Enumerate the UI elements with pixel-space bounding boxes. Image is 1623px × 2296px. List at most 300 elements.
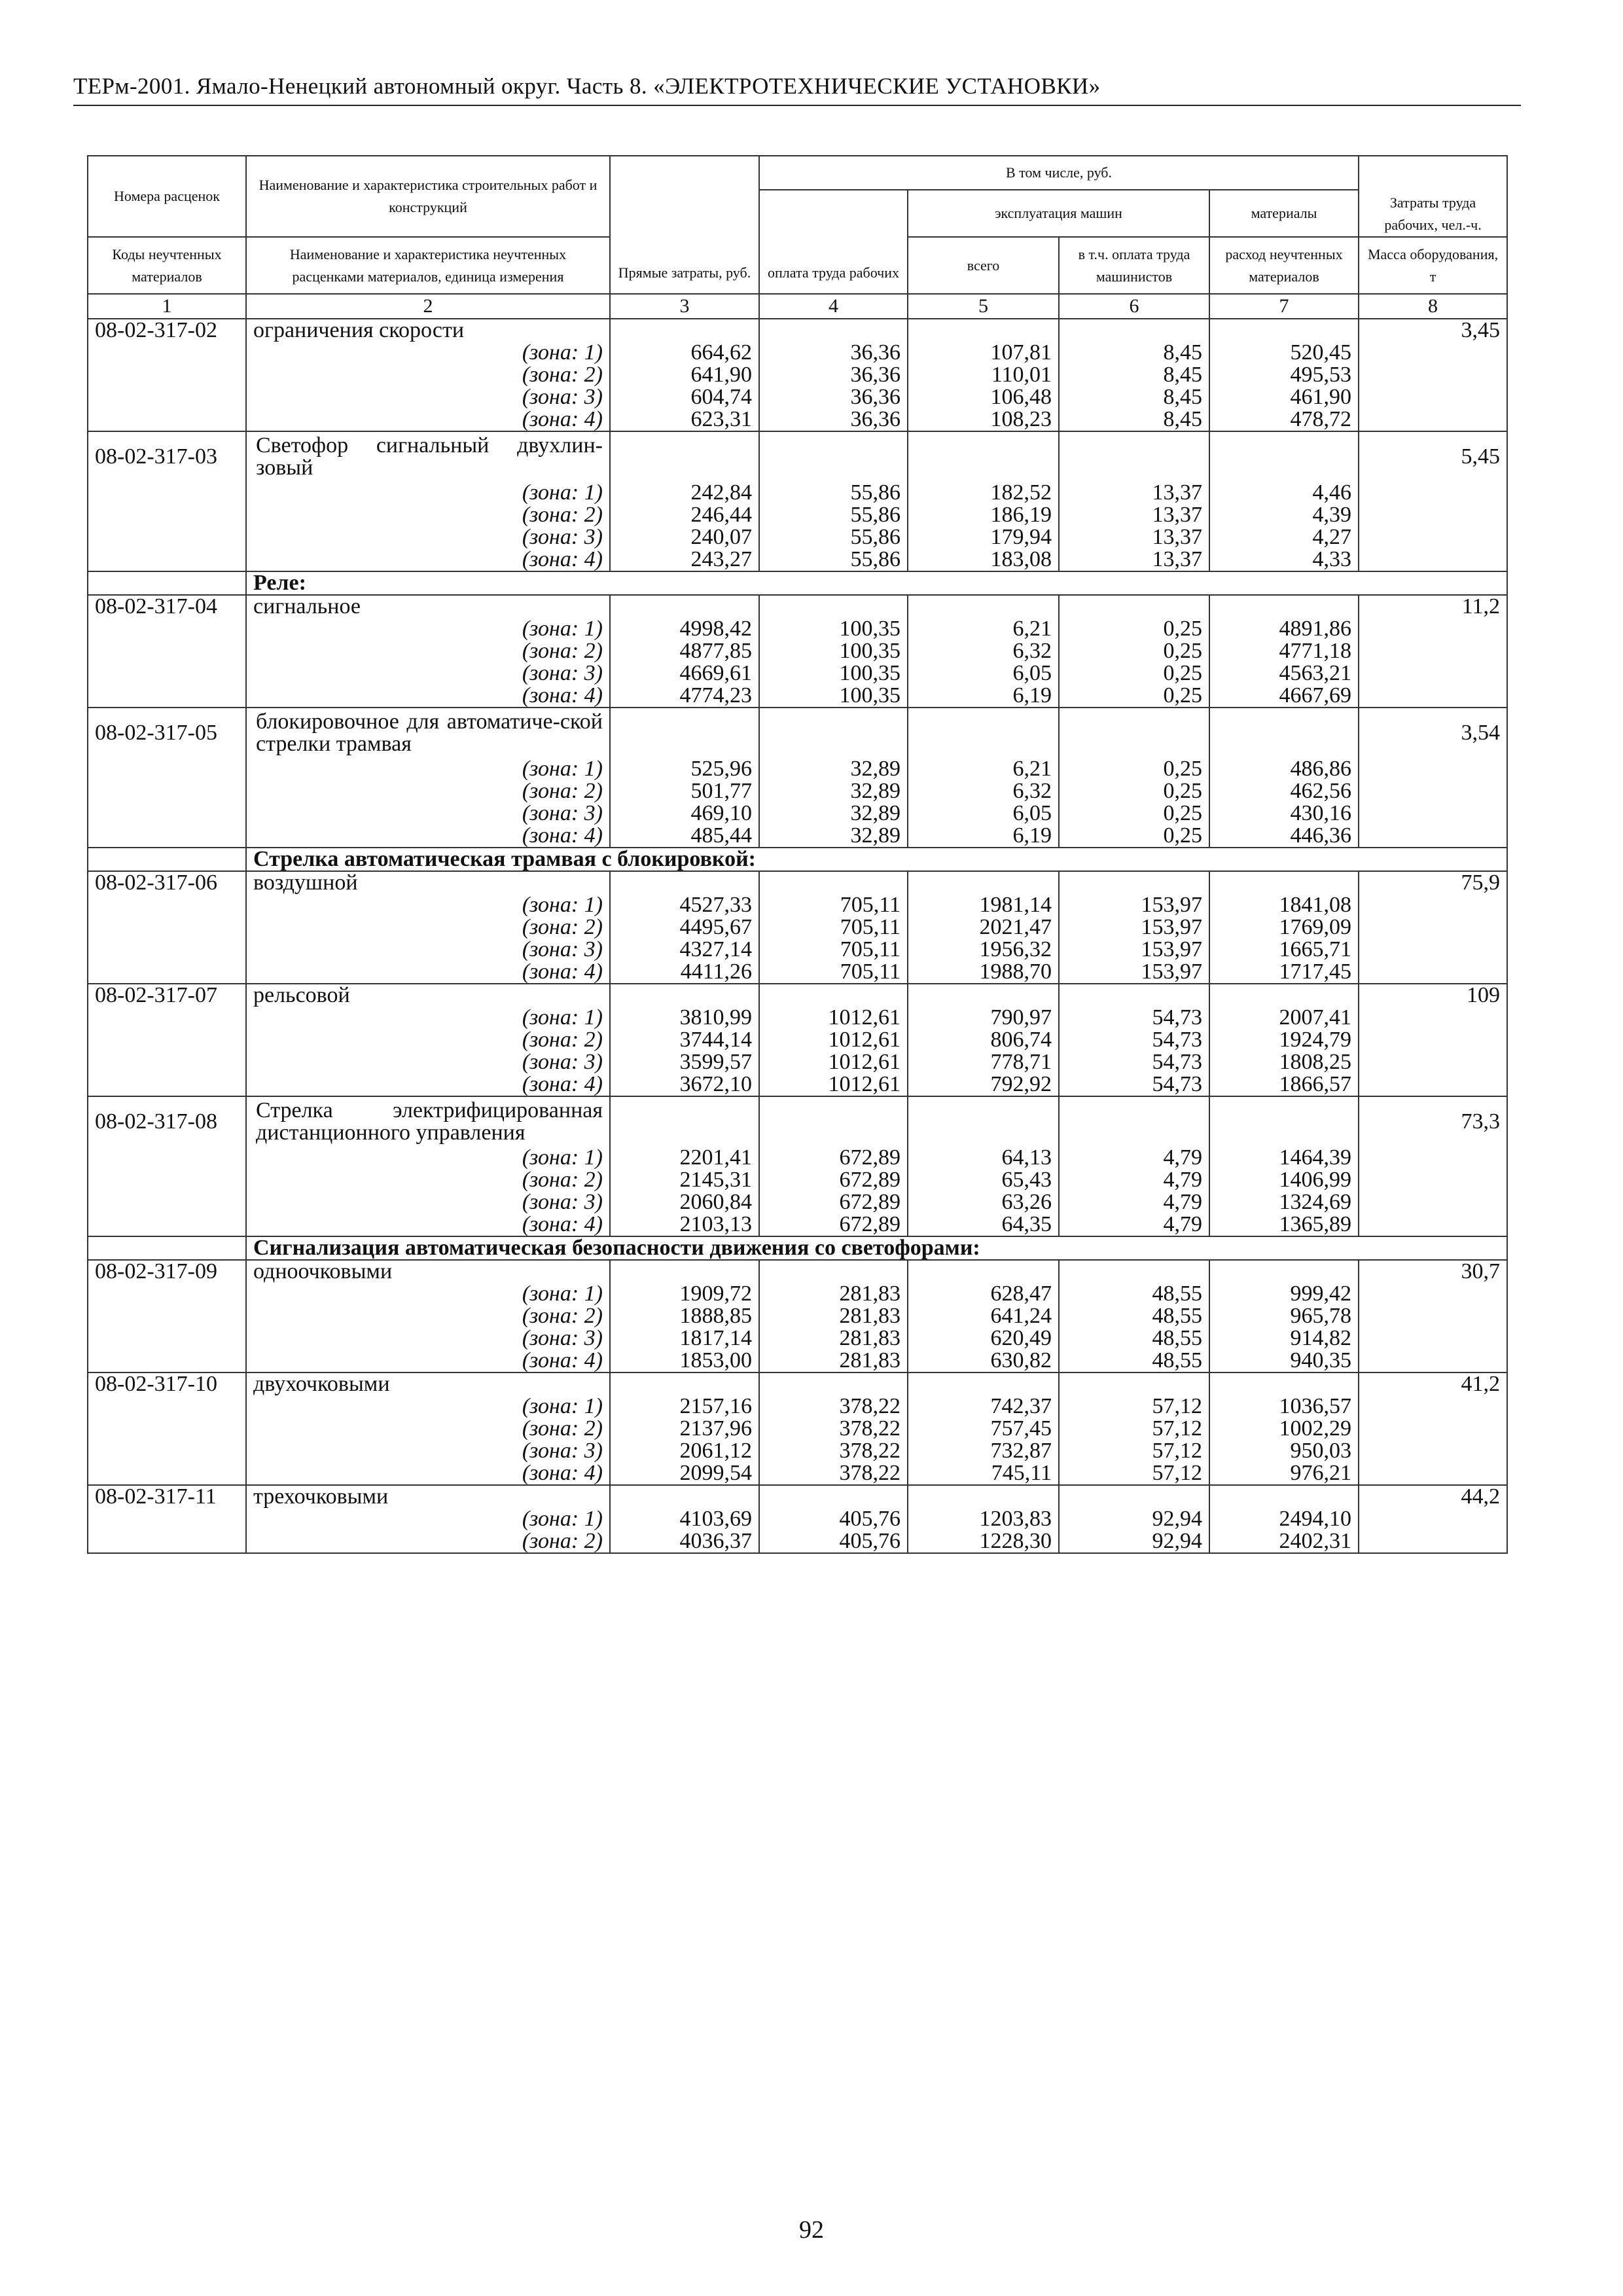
empty-cell xyxy=(88,939,246,961)
zone-row xyxy=(88,386,1507,408)
direct-costs-value: 2157,16 xyxy=(610,1395,759,1418)
labor-pay-value: 378,22 xyxy=(759,1440,908,1462)
empty-cell xyxy=(759,595,908,618)
empty-cell xyxy=(88,504,246,526)
labor-pay-value: 1012,61 xyxy=(759,1051,908,1073)
zone-row xyxy=(88,1530,1507,1553)
empty-cell xyxy=(908,1260,1059,1283)
work-name: Стрелка электрифицированная дистанционного управления xyxy=(246,1096,610,1147)
empty-cell xyxy=(1359,386,1507,408)
direct-costs-value: 485,44 xyxy=(610,825,759,848)
machines-total-value: 1956,32 xyxy=(908,939,1059,961)
empty-cell xyxy=(88,1327,246,1350)
direct-costs-value: 4998,42 xyxy=(610,618,759,640)
machinist-pay-value: 4,79 xyxy=(1059,1147,1209,1169)
empty-cell xyxy=(908,319,1059,342)
rate-code: 08-02-317-02 xyxy=(88,319,246,342)
empty-cell xyxy=(1359,408,1507,431)
empty-cell xyxy=(1359,802,1507,825)
machinist-pay-value: 153,97 xyxy=(1059,894,1209,916)
direct-costs-value: 4774,23 xyxy=(610,685,759,708)
machines-total-value: 65,43 xyxy=(908,1169,1059,1191)
direct-costs-value: 1888,85 xyxy=(610,1305,759,1327)
materials-value: 965,78 xyxy=(1209,1305,1359,1327)
direct-costs-value: 525,96 xyxy=(610,758,759,780)
machinist-pay-value: 13,37 xyxy=(1059,482,1209,504)
empty-cell xyxy=(610,1096,759,1147)
labor-pay-value: 281,83 xyxy=(759,1327,908,1350)
zone-row xyxy=(88,961,1507,984)
direct-costs-value: 604,74 xyxy=(610,386,759,408)
materials-value: 4563,21 xyxy=(1209,662,1359,685)
zone-label: (зона: 1) xyxy=(246,618,610,640)
machinist-pay-value: 8,45 xyxy=(1059,342,1209,364)
labor-pay-value: 281,83 xyxy=(759,1283,908,1305)
machinist-pay-value: 92,94 xyxy=(1059,1508,1209,1530)
labor-pay-value: 36,36 xyxy=(759,408,908,431)
empty-cell xyxy=(759,1260,908,1283)
empty-cell xyxy=(908,595,1059,618)
machines-total-value: 1988,70 xyxy=(908,961,1059,984)
direct-costs-value: 2061,12 xyxy=(610,1440,759,1462)
direct-costs-value: 2201,41 xyxy=(610,1147,759,1169)
col-number: 6 xyxy=(1059,294,1209,319)
labor-pay-value: 705,11 xyxy=(759,939,908,961)
section-row xyxy=(88,1236,1507,1260)
zone-label: (зона: 3) xyxy=(246,1440,610,1462)
machinist-pay-value: 48,55 xyxy=(1059,1327,1209,1350)
labor-pay-value: 32,89 xyxy=(759,825,908,848)
materials-value: 1365,89 xyxy=(1209,1213,1359,1236)
direct-costs-value: 243,27 xyxy=(610,548,759,571)
labor-pay-value: 378,22 xyxy=(759,1462,908,1485)
direct-costs-value: 1853,00 xyxy=(610,1350,759,1372)
zone-label: (зона: 2) xyxy=(246,1305,610,1327)
materials-value: 2007,41 xyxy=(1209,1007,1359,1029)
empty-cell xyxy=(1209,595,1359,618)
empty-cell xyxy=(1209,319,1359,342)
materials-value: 1665,71 xyxy=(1209,939,1359,961)
machines-total-value: 6,19 xyxy=(908,825,1059,848)
empty-cell xyxy=(1209,431,1359,482)
col-number: 7 xyxy=(1209,294,1359,319)
labor-pay-value: 705,11 xyxy=(759,961,908,984)
empty-cell xyxy=(1059,595,1209,618)
materials-value: 976,21 xyxy=(1209,1462,1359,1485)
section-row xyxy=(88,571,1507,595)
empty-cell xyxy=(88,1305,246,1327)
rate-code: 08-02-317-10 xyxy=(88,1372,246,1395)
zone-label: (зона: 4) xyxy=(246,548,610,571)
materials-value: 4,27 xyxy=(1209,526,1359,548)
materials-value: 999,42 xyxy=(1209,1283,1359,1305)
empty-cell xyxy=(88,1395,246,1418)
col-number: 2 xyxy=(246,294,610,319)
labor-pay-value: 1012,61 xyxy=(759,1073,908,1096)
machines-total-value: 179,94 xyxy=(908,526,1059,548)
materials-value: 461,90 xyxy=(1209,386,1359,408)
machinist-pay-value: 0,25 xyxy=(1059,662,1209,685)
empty-cell xyxy=(759,1485,908,1508)
labor-pay-value: 281,83 xyxy=(759,1350,908,1372)
empty-cell xyxy=(1209,1372,1359,1395)
work-name: рельсовой xyxy=(246,984,610,1007)
empty-cell xyxy=(88,408,246,431)
zone-row xyxy=(88,1007,1507,1029)
machines-total-value: 641,24 xyxy=(908,1305,1059,1327)
empty-cell xyxy=(1359,662,1507,685)
labor-pay-value: 32,89 xyxy=(759,802,908,825)
work-name: двухочковыми xyxy=(246,1372,610,1395)
work-name: сигнальное xyxy=(246,595,610,618)
direct-costs-value: 1817,14 xyxy=(610,1327,759,1350)
empty-cell xyxy=(88,662,246,685)
empty-cell xyxy=(1359,1029,1507,1051)
zone-row xyxy=(88,1418,1507,1440)
work-name: блокировочное для автоматиче-ской стрелки трамвая xyxy=(246,708,610,758)
empty-cell xyxy=(1359,916,1507,939)
machinist-pay-value: 54,73 xyxy=(1059,1051,1209,1073)
materials-value: 950,03 xyxy=(1209,1440,1359,1462)
equipment-mass: 5,45 xyxy=(1359,431,1507,482)
zone-label: (зона: 1) xyxy=(246,894,610,916)
labor-pay-value: 378,22 xyxy=(759,1418,908,1440)
rate-code: 08-02-317-05 xyxy=(88,708,246,758)
empty-cell xyxy=(88,640,246,662)
zone-label: (зона: 3) xyxy=(246,1051,610,1073)
equipment-mass: 73,3 xyxy=(1359,1096,1507,1147)
col-number: 5 xyxy=(908,294,1059,319)
empty-cell xyxy=(1359,1462,1507,1485)
empty-cell xyxy=(610,984,759,1007)
col-number: 4 xyxy=(759,294,908,319)
machinist-pay-value: 48,55 xyxy=(1059,1305,1209,1327)
zone-row xyxy=(88,1051,1507,1073)
machinist-pay-value: 153,97 xyxy=(1059,939,1209,961)
empty-cell xyxy=(1359,342,1507,364)
machines-total-value: 110,01 xyxy=(908,364,1059,386)
col-machines: эксплуатация машин xyxy=(908,190,1209,237)
direct-costs-value: 4036,37 xyxy=(610,1530,759,1553)
table-row xyxy=(88,1485,1507,1508)
zone-label: (зона: 3) xyxy=(246,802,610,825)
empty-cell xyxy=(88,1191,246,1213)
empty-cell xyxy=(610,1372,759,1395)
machinist-pay-value: 0,25 xyxy=(1059,685,1209,708)
rate-code: 08-02-317-03 xyxy=(88,431,246,482)
zone-row xyxy=(88,916,1507,939)
zone-row xyxy=(88,618,1507,640)
zone-label: (зона: 1) xyxy=(246,758,610,780)
zone-row xyxy=(88,1440,1507,1462)
machinist-pay-value: 57,12 xyxy=(1059,1418,1209,1440)
empty-cell xyxy=(1359,1213,1507,1236)
materials-value: 520,45 xyxy=(1209,342,1359,364)
materials-value: 1808,25 xyxy=(1209,1051,1359,1073)
work-name: одноочковыми xyxy=(246,1260,610,1283)
direct-costs-value: 4411,26 xyxy=(610,961,759,984)
empty-cell xyxy=(88,1051,246,1073)
equipment-mass: 44,2 xyxy=(1359,1485,1507,1508)
empty-cell xyxy=(88,1530,246,1553)
zone-row xyxy=(88,548,1507,571)
zone-label: (зона: 3) xyxy=(246,1327,610,1350)
zone-label: (зона: 3) xyxy=(246,386,610,408)
empty-cell xyxy=(1209,1260,1359,1283)
section-spacer xyxy=(88,848,246,871)
materials-value: 486,86 xyxy=(1209,758,1359,780)
zone-row xyxy=(88,939,1507,961)
direct-costs-value: 2137,96 xyxy=(610,1418,759,1440)
equipment-mass: 30,7 xyxy=(1359,1260,1507,1283)
equipment-mass: 41,2 xyxy=(1359,1372,1507,1395)
section-spacer xyxy=(88,1236,246,1260)
table-row xyxy=(88,984,1507,1007)
direct-costs-value: 3599,57 xyxy=(610,1051,759,1073)
page-header-title: ТЕРм-2001. Ямало-Ненецкий автономный округ. Часть 8. «ЭЛЕКТРОТЕХНИЧЕСКИЕ УСТАНОВКИ» xyxy=(73,73,1101,99)
table-row xyxy=(88,431,1507,482)
labor-pay-value: 672,89 xyxy=(759,1213,908,1236)
table-row xyxy=(88,1372,1507,1395)
empty-cell xyxy=(759,871,908,894)
empty-cell xyxy=(88,1169,246,1191)
rate-code: 08-02-317-11 xyxy=(88,1485,246,1508)
machinist-pay-value: 13,37 xyxy=(1059,548,1209,571)
empty-cell xyxy=(610,595,759,618)
labor-pay-value: 378,22 xyxy=(759,1395,908,1418)
direct-costs-value: 4669,61 xyxy=(610,662,759,685)
zone-label: (зона: 2) xyxy=(246,1029,610,1051)
machinist-pay-value: 4,79 xyxy=(1059,1169,1209,1191)
empty-cell xyxy=(88,1283,246,1305)
materials-value: 1866,57 xyxy=(1209,1073,1359,1096)
empty-cell xyxy=(610,1260,759,1283)
zone-row xyxy=(88,1073,1507,1096)
empty-cell xyxy=(610,319,759,342)
empty-cell xyxy=(88,802,246,825)
machinist-pay-value: 4,79 xyxy=(1059,1191,1209,1213)
machinist-pay-value: 48,55 xyxy=(1059,1350,1209,1372)
machinist-pay-value: 8,45 xyxy=(1059,408,1209,431)
machines-total-value: 628,47 xyxy=(908,1283,1059,1305)
zone-row xyxy=(88,825,1507,848)
machines-total-value: 6,32 xyxy=(908,780,1059,802)
machines-total-value: 757,45 xyxy=(908,1418,1059,1440)
zone-label: (зона: 4) xyxy=(246,408,610,431)
direct-costs-value: 4327,14 xyxy=(610,939,759,961)
zone-row xyxy=(88,1029,1507,1051)
empty-cell xyxy=(1059,1096,1209,1147)
empty-cell xyxy=(1059,708,1209,758)
zone-label: (зона: 2) xyxy=(246,916,610,939)
empty-cell xyxy=(1359,1169,1507,1191)
zone-row xyxy=(88,1395,1507,1418)
empty-cell xyxy=(88,1147,246,1169)
materials-value: 4,33 xyxy=(1209,548,1359,571)
table-row xyxy=(88,319,1507,342)
zone-label: (зона: 1) xyxy=(246,342,610,364)
empty-cell xyxy=(88,1440,246,1462)
zone-label: (зона: 1) xyxy=(246,1283,610,1305)
machines-total-value: 790,97 xyxy=(908,1007,1059,1029)
empty-cell xyxy=(610,708,759,758)
direct-costs-value: 4495,67 xyxy=(610,916,759,939)
direct-costs-value: 246,44 xyxy=(610,504,759,526)
machinist-pay-value: 54,73 xyxy=(1059,1073,1209,1096)
zone-label: (зона: 4) xyxy=(246,1350,610,1372)
labor-pay-value: 55,86 xyxy=(759,504,908,526)
materials-value: 2402,31 xyxy=(1209,1530,1359,1553)
labor-pay-value: 405,76 xyxy=(759,1530,908,1553)
materials-value: 1036,57 xyxy=(1209,1395,1359,1418)
empty-cell xyxy=(1359,780,1507,802)
empty-cell xyxy=(1359,1327,1507,1350)
empty-cell xyxy=(88,526,246,548)
empty-cell xyxy=(1359,640,1507,662)
direct-costs-value: 2060,84 xyxy=(610,1191,759,1213)
labor-pay-value: 36,36 xyxy=(759,342,908,364)
zone-label: (зона: 1) xyxy=(246,482,610,504)
direct-costs-value: 3672,10 xyxy=(610,1073,759,1096)
machines-total-value: 806,74 xyxy=(908,1029,1059,1051)
work-name: ограничения скорости xyxy=(246,319,610,342)
direct-costs-value: 242,84 xyxy=(610,482,759,504)
zone-row xyxy=(88,1147,1507,1169)
materials-value: 940,35 xyxy=(1209,1350,1359,1372)
labor-pay-value: 36,36 xyxy=(759,364,908,386)
empty-cell xyxy=(1359,1191,1507,1213)
machines-total-value: 6,05 xyxy=(908,802,1059,825)
col-number: 3 xyxy=(610,294,759,319)
empty-cell xyxy=(88,825,246,848)
col-labor-pay: оплата труда рабочих xyxy=(759,190,908,294)
machines-total-value: 63,26 xyxy=(908,1191,1059,1213)
empty-cell xyxy=(908,708,1059,758)
empty-cell xyxy=(88,916,246,939)
empty-cell xyxy=(88,386,246,408)
machinist-pay-value: 54,73 xyxy=(1059,1029,1209,1051)
zone-row xyxy=(88,1327,1507,1350)
table-row xyxy=(88,595,1507,618)
zone-row xyxy=(88,640,1507,662)
materials-value: 430,16 xyxy=(1209,802,1359,825)
zone-row xyxy=(88,894,1507,916)
zone-row xyxy=(88,526,1507,548)
empty-cell xyxy=(88,1462,246,1485)
empty-cell xyxy=(1209,708,1359,758)
empty-cell xyxy=(610,871,759,894)
table-row xyxy=(88,708,1507,758)
zone-label: (зона: 1) xyxy=(246,1007,610,1029)
materials-value: 1717,45 xyxy=(1209,961,1359,984)
machines-total-value: 108,23 xyxy=(908,408,1059,431)
page-number: 92 xyxy=(799,2216,824,2244)
materials-value: 1841,08 xyxy=(1209,894,1359,916)
empty-cell xyxy=(908,431,1059,482)
zone-label: (зона: 3) xyxy=(246,526,610,548)
empty-cell xyxy=(1359,1051,1507,1073)
empty-cell xyxy=(1359,685,1507,708)
empty-cell xyxy=(610,431,759,482)
materials-value: 495,53 xyxy=(1209,364,1359,386)
labor-pay-value: 55,86 xyxy=(759,548,908,571)
empty-cell xyxy=(1209,1096,1359,1147)
labor-pay-value: 281,83 xyxy=(759,1305,908,1327)
empty-cell xyxy=(1359,1007,1507,1029)
table-body xyxy=(88,319,1507,1553)
empty-cell xyxy=(88,1007,246,1029)
empty-cell xyxy=(1059,984,1209,1007)
machinist-pay-value: 153,97 xyxy=(1059,916,1209,939)
zone-label: (зона: 1) xyxy=(246,1508,610,1530)
empty-cell xyxy=(1359,758,1507,780)
table-header xyxy=(88,156,1507,319)
direct-costs-value: 4103,69 xyxy=(610,1508,759,1530)
machinist-pay-value: 153,97 xyxy=(1059,961,1209,984)
empty-cell xyxy=(88,364,246,386)
machines-total-value: 630,82 xyxy=(908,1350,1059,1372)
machinist-pay-value: 13,37 xyxy=(1059,504,1209,526)
zone-label: (зона: 4) xyxy=(246,961,610,984)
section-spacer xyxy=(88,571,246,595)
direct-costs-value: 641,90 xyxy=(610,364,759,386)
materials-value: 4,39 xyxy=(1209,504,1359,526)
rate-code: 08-02-317-07 xyxy=(88,984,246,1007)
empty-cell xyxy=(759,1096,908,1147)
labor-pay-value: 36,36 xyxy=(759,386,908,408)
labor-pay-value: 32,89 xyxy=(759,780,908,802)
empty-cell xyxy=(88,758,246,780)
machines-total-value: 620,49 xyxy=(908,1327,1059,1350)
empty-cell xyxy=(908,1485,1059,1508)
empty-cell xyxy=(1359,894,1507,916)
labor-pay-value: 672,89 xyxy=(759,1169,908,1191)
machinist-pay-value: 92,94 xyxy=(1059,1530,1209,1553)
rate-code: 08-02-317-08 xyxy=(88,1096,246,1147)
zone-row xyxy=(88,1462,1507,1485)
empty-cell xyxy=(759,319,908,342)
direct-costs-value: 501,77 xyxy=(610,780,759,802)
empty-cell xyxy=(1359,1283,1507,1305)
direct-costs-value: 623,31 xyxy=(610,408,759,431)
machines-total-value: 64,13 xyxy=(908,1147,1059,1169)
zone-label: (зона: 2) xyxy=(246,1530,610,1553)
header-rule xyxy=(73,105,1521,106)
direct-costs-value: 2099,54 xyxy=(610,1462,759,1485)
empty-cell xyxy=(88,894,246,916)
empty-cell xyxy=(1059,1372,1209,1395)
empty-cell xyxy=(1059,871,1209,894)
col-machines-total: всего xyxy=(908,237,1059,294)
equipment-mass: 3,54 xyxy=(1359,708,1507,758)
empty-cell xyxy=(1359,825,1507,848)
direct-costs-value: 240,07 xyxy=(610,526,759,548)
labor-pay-value: 55,86 xyxy=(759,482,908,504)
work-name: Светофор сигнальный двухлин-зовый xyxy=(246,431,610,482)
labor-pay-value: 705,11 xyxy=(759,916,908,939)
empty-cell xyxy=(88,1073,246,1096)
empty-cell xyxy=(1359,1395,1507,1418)
col-machinist-pay: в т.ч. оплата труда машинистов xyxy=(1059,237,1209,294)
machines-total-value: 183,08 xyxy=(908,548,1059,571)
empty-cell xyxy=(1359,364,1507,386)
zone-label: (зона: 2) xyxy=(246,364,610,386)
zone-label: (зона: 1) xyxy=(246,1147,610,1169)
machinist-pay-value: 57,12 xyxy=(1059,1440,1209,1462)
materials-value: 1406,99 xyxy=(1209,1169,1359,1191)
labor-pay-value: 100,35 xyxy=(759,662,908,685)
empty-cell xyxy=(759,708,908,758)
